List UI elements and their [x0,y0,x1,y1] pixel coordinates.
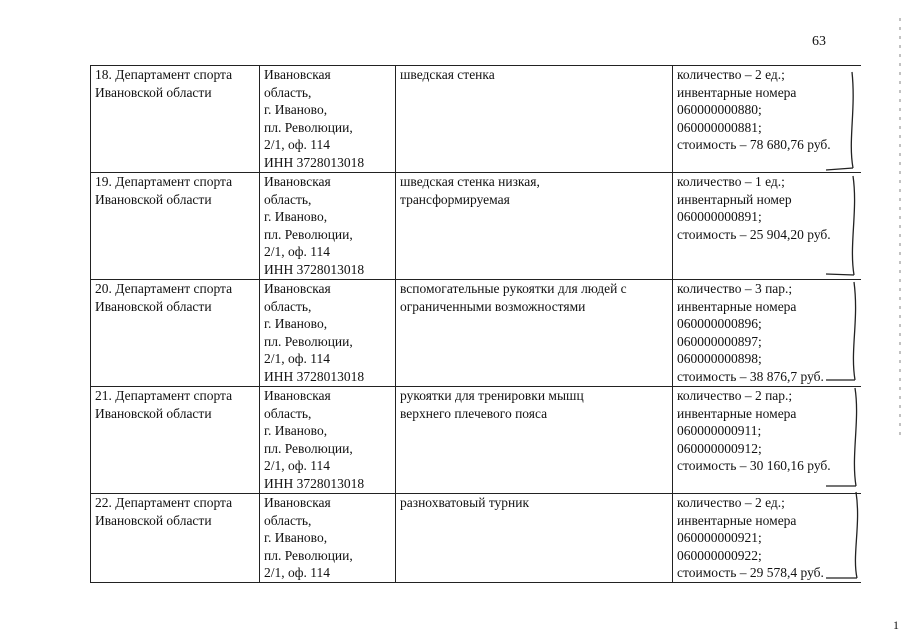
holder-cell: 20. Департамент спорта Ивановской области [91,280,260,387]
details-cell: количество – 3 пар.; инвентарные номера 060000000896; 060000000897; 060000000898; стоимость – 38 876,7 руб. [673,280,862,387]
address-cell: Ивановская область, г. Иваново, пл. Революции, 2/1, оф. 114 ИНН 3728013018 [260,66,396,173]
item-cell: вспомогательные рукоятки для людей с ограниченными возможностями [396,280,673,387]
item-cell: рукоятки для тренировки мышц верхнего плечевого пояса [396,387,673,494]
table-row [91,494,862,583]
table-row [91,387,862,494]
address-cell: Ивановская область, г. Иваново, пл. Революции, 2/1, оф. 114 ИНН 3728013018 [260,173,396,280]
details-cell: количество – 2 ед.; инвентарные номера 060000000921; 060000000922; стоимость – 29 578,4 руб. [673,494,862,583]
details-cell: количество – 2 ед.; инвентарные номера 060000000880; 060000000881; стоимость – 78 680,76 руб. [673,66,862,173]
page-number: 63 [812,34,826,49]
table-row [91,66,862,173]
details-cell: количество – 2 пар.; инвентарные номера 060000000911; 060000000912; стоимость – 30 160,16 руб. [673,387,862,494]
scan-edge-marks [899,18,901,438]
address-cell: Ивановская область, г. Иваново, пл. Революции, 2/1, оф. 114 ИНН 3728013018 [260,387,396,494]
table-row [91,280,862,387]
item-cell: разнохватовый турник [396,494,673,583]
address-cell: Ивановская область, г. Иваново, пл. Революции, 2/1, оф. 114 [260,494,396,583]
table-row [91,173,862,280]
address-cell: Ивановская область, г. Иваново, пл. Революции, 2/1, оф. 114 ИНН 3728013018 [260,280,396,387]
item-cell: шведская стенка [396,66,673,173]
holder-cell: 22. Департамент спорта Ивановской области [91,494,260,583]
corner-mark: 1 [893,618,899,632]
holder-cell: 18. Департамент спорта Ивановской области [91,66,260,173]
property-registry-table [90,65,861,583]
holder-cell: 19. Департамент спорта Ивановской области [91,173,260,280]
item-cell: шведская стенка низкая, трансформируемая [396,173,673,280]
holder-cell: 21. Департамент спорта Ивановской области [91,387,260,494]
details-cell: количество – 1 ед.; инвентарный номер 060000000891; стоимость – 25 904,20 руб. [673,173,862,280]
